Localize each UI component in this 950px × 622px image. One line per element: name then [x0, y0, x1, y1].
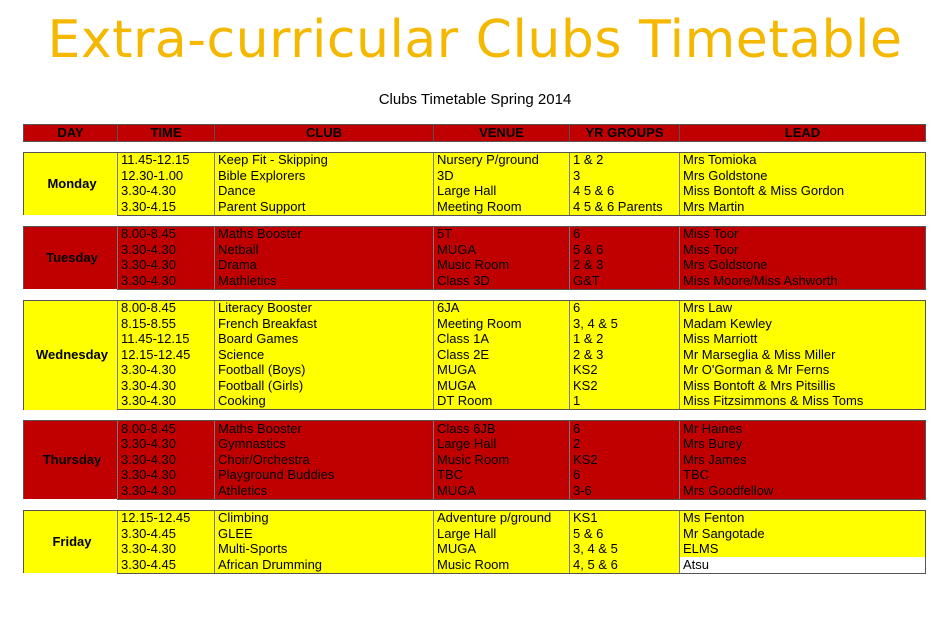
- yr-groups-cell: 4 5 & 6 Parents: [570, 199, 680, 215]
- time-cell: 3.30-4.45: [118, 557, 215, 573]
- lead-cell: TBC: [680, 468, 926, 484]
- table-row: [24, 199, 926, 215]
- lead-cell: Miss Fitzsimmons & Miss Toms: [680, 394, 926, 410]
- table-row: [24, 510, 926, 526]
- club-cell: Keep Fit - Skipping: [215, 152, 434, 168]
- club-cell: Dance: [215, 184, 434, 200]
- time-cell: 3.30-4.30: [118, 452, 215, 468]
- yr-groups-cell: 6: [570, 421, 680, 437]
- lead-cell: Mrs Goldstone: [680, 168, 926, 184]
- club-cell: Gymnastics: [215, 437, 434, 453]
- spacer-row: [24, 410, 926, 421]
- table-row: [24, 316, 926, 332]
- table-row: [24, 452, 926, 468]
- club-cell: Maths Booster: [215, 421, 434, 437]
- lead-cell: Mr Marseglia & Miss Miller: [680, 347, 926, 363]
- club-cell: Netball: [215, 242, 434, 258]
- venue-cell: Class 6JB: [434, 421, 570, 437]
- table-row: [24, 258, 926, 274]
- time-cell: 3.30-4.30: [118, 394, 215, 410]
- club-cell: Bible Explorers: [215, 168, 434, 184]
- time-cell: 3.30-4.30: [118, 363, 215, 379]
- day-cell: Monday: [24, 152, 118, 215]
- header-row: [24, 125, 926, 142]
- timetable-body: [24, 141, 926, 573]
- club-cell: African Drumming: [215, 557, 434, 573]
- header-lead: LEAD: [680, 125, 926, 142]
- venue-cell: Class 3D: [434, 273, 570, 289]
- table-row: [24, 226, 926, 242]
- club-cell: Science: [215, 347, 434, 363]
- yr-groups-cell: 2 & 3: [570, 347, 680, 363]
- time-cell: 8.15-8.55: [118, 316, 215, 332]
- lead-cell: Madam Kewley: [680, 316, 926, 332]
- yr-groups-cell: 5 & 6: [570, 526, 680, 542]
- time-cell: 3.30-4.30: [118, 542, 215, 558]
- club-cell: Playground Buddies: [215, 468, 434, 484]
- club-cell: Board Games: [215, 332, 434, 348]
- table-row: [24, 332, 926, 348]
- table-row: [24, 483, 926, 499]
- venue-cell: TBC: [434, 468, 570, 484]
- time-cell: 3.30-4.30: [118, 437, 215, 453]
- table-row: [24, 421, 926, 437]
- yr-groups-cell: 6: [570, 300, 680, 316]
- venue-cell: MUGA: [434, 242, 570, 258]
- club-cell: Maths Booster: [215, 226, 434, 242]
- club-cell: Drama: [215, 258, 434, 274]
- lead-cell: Atsu: [680, 557, 926, 573]
- spacer-row: [24, 141, 926, 152]
- venue-cell: Large Hall: [434, 526, 570, 542]
- club-cell: GLEE: [215, 526, 434, 542]
- table-row: [24, 152, 926, 168]
- lead-cell: Mrs Martin: [680, 199, 926, 215]
- table-row: [24, 378, 926, 394]
- lead-cell: Miss Bontoft & Miss Gordon: [680, 184, 926, 200]
- time-cell: 3.30-4.30: [118, 483, 215, 499]
- yr-groups-cell: 2 & 3: [570, 258, 680, 274]
- club-cell: French Breakfast: [215, 316, 434, 332]
- lead-cell: Mrs Goodfellow: [680, 483, 926, 499]
- header-day: DAY: [24, 125, 118, 142]
- time-cell: 12.30-1.00: [118, 168, 215, 184]
- lead-cell: Miss Toor: [680, 242, 926, 258]
- yr-groups-cell: 3, 4 & 5: [570, 316, 680, 332]
- yr-groups-cell: 5 & 6: [570, 242, 680, 258]
- venue-cell: Class 1A: [434, 332, 570, 348]
- yr-groups-cell: 1 & 2: [570, 332, 680, 348]
- time-cell: 3.30-4.30: [118, 184, 215, 200]
- time-cell: 3.30-4.45: [118, 526, 215, 542]
- venue-cell: Nursery P/ground: [434, 152, 570, 168]
- venue-cell: 3D: [434, 168, 570, 184]
- lead-cell: Miss Bontoft & Mrs Pitsillis: [680, 378, 926, 394]
- venue-cell: Music Room: [434, 452, 570, 468]
- lead-cell: Miss Toor: [680, 226, 926, 242]
- table-row: [24, 347, 926, 363]
- table-row: [24, 468, 926, 484]
- venue-cell: Music Room: [434, 557, 570, 573]
- table-row: [24, 168, 926, 184]
- venue-cell: Adventure p/ground: [434, 510, 570, 526]
- venue-cell: 5T: [434, 226, 570, 242]
- lead-cell: Mr O'Gorman & Mr Ferns: [680, 363, 926, 379]
- yr-groups-cell: KS2: [570, 363, 680, 379]
- yr-groups-cell: 1: [570, 394, 680, 410]
- spacer-row: [24, 499, 926, 510]
- time-cell: 3.30-4.30: [118, 273, 215, 289]
- lead-cell: Miss Marriott: [680, 332, 926, 348]
- venue-cell: Large Hall: [434, 437, 570, 453]
- time-cell: 8.00-8.45: [118, 300, 215, 316]
- venue-cell: Meeting Room: [434, 199, 570, 215]
- yr-groups-cell: KS2: [570, 378, 680, 394]
- header-yr-groups: YR GROUPS: [570, 125, 680, 142]
- lead-cell: Miss Moore/Miss Ashworth: [680, 273, 926, 289]
- yr-groups-cell: 4 5 & 6: [570, 184, 680, 200]
- yr-groups-cell: G&T: [570, 273, 680, 289]
- table-row: [24, 437, 926, 453]
- club-cell: Climbing: [215, 510, 434, 526]
- yr-groups-cell: KS2: [570, 452, 680, 468]
- venue-cell: Class 2E: [434, 347, 570, 363]
- time-cell: 3.30-4.30: [118, 258, 215, 274]
- time-cell: 11.45-12.15: [118, 332, 215, 348]
- lead-cell: Mr Haines: [680, 421, 926, 437]
- table-row: [24, 242, 926, 258]
- club-cell: Cooking: [215, 394, 434, 410]
- page-subtitle: Clubs Timetable Spring 2014: [378, 91, 572, 108]
- yr-groups-cell: 4, 5 & 6: [570, 557, 680, 573]
- day-cell: Wednesday: [24, 300, 118, 410]
- yr-groups-cell: 2: [570, 437, 680, 453]
- lead-cell: Ms Fenton: [680, 510, 926, 526]
- lead-cell: Mrs James: [680, 452, 926, 468]
- time-cell: 3.30-4.30: [118, 242, 215, 258]
- lead-cell: Mrs Burey: [680, 437, 926, 453]
- club-cell: Athletics: [215, 483, 434, 499]
- spacer-row: [24, 289, 926, 300]
- header-venue: VENUE: [434, 125, 570, 142]
- time-cell: 11.45-12.15: [118, 152, 215, 168]
- header-time: TIME: [118, 125, 215, 142]
- yr-groups-cell: 3: [570, 168, 680, 184]
- yr-groups-cell: 6: [570, 468, 680, 484]
- venue-cell: 6JA: [434, 300, 570, 316]
- time-cell: 8.00-8.45: [118, 226, 215, 242]
- yr-groups-cell: 3-6: [570, 483, 680, 499]
- time-cell: 3.30-4.30: [118, 468, 215, 484]
- page-title: Extra-curricular Clubs Timetable: [47, 10, 903, 70]
- venue-cell: Music Room: [434, 258, 570, 274]
- lead-cell: Mrs Law: [680, 300, 926, 316]
- club-cell: Football (Girls): [215, 378, 434, 394]
- club-cell: Literacy Booster: [215, 300, 434, 316]
- lead-cell: Mrs Goldstone: [680, 258, 926, 274]
- venue-cell: MUGA: [434, 378, 570, 394]
- table-row: [24, 184, 926, 200]
- venue-cell: Meeting Room: [434, 316, 570, 332]
- yr-groups-cell: 6: [570, 226, 680, 242]
- time-cell: 3.30-4.15: [118, 199, 215, 215]
- yr-groups-cell: KS1: [570, 510, 680, 526]
- club-cell: Parent Support: [215, 199, 434, 215]
- club-cell: Football (Boys): [215, 363, 434, 379]
- lead-cell: ELMS: [680, 542, 926, 558]
- lead-cell: Mrs Tomioka: [680, 152, 926, 168]
- table-row: [24, 273, 926, 289]
- clubs-timetable: [23, 124, 926, 574]
- venue-cell: Large Hall: [434, 184, 570, 200]
- time-cell: 8.00-8.45: [118, 421, 215, 437]
- time-cell: 12.15-12.45: [118, 347, 215, 363]
- table-row: [24, 363, 926, 379]
- day-cell: Tuesday: [24, 226, 118, 289]
- venue-cell: DT Room: [434, 394, 570, 410]
- time-cell: 12.15-12.45: [118, 510, 215, 526]
- spacer-row: [24, 215, 926, 226]
- table-row: [24, 557, 926, 573]
- lead-cell: Mr Sangotade: [680, 526, 926, 542]
- venue-cell: MUGA: [434, 483, 570, 499]
- yr-groups-cell: 3, 4 & 5: [570, 542, 680, 558]
- table-row: [24, 394, 926, 410]
- day-cell: Friday: [24, 510, 118, 573]
- venue-cell: MUGA: [434, 542, 570, 558]
- day-cell: Thursday: [24, 421, 118, 500]
- club-cell: Choir/Orchestra: [215, 452, 434, 468]
- yr-groups-cell: 1 & 2: [570, 152, 680, 168]
- time-cell: 3.30-4.30: [118, 378, 215, 394]
- club-cell: Mathletics: [215, 273, 434, 289]
- table-row: [24, 300, 926, 316]
- club-cell: Multi-Sports: [215, 542, 434, 558]
- table-row: [24, 542, 926, 558]
- header-club: CLUB: [215, 125, 434, 142]
- table-row: [24, 526, 926, 542]
- venue-cell: MUGA: [434, 363, 570, 379]
